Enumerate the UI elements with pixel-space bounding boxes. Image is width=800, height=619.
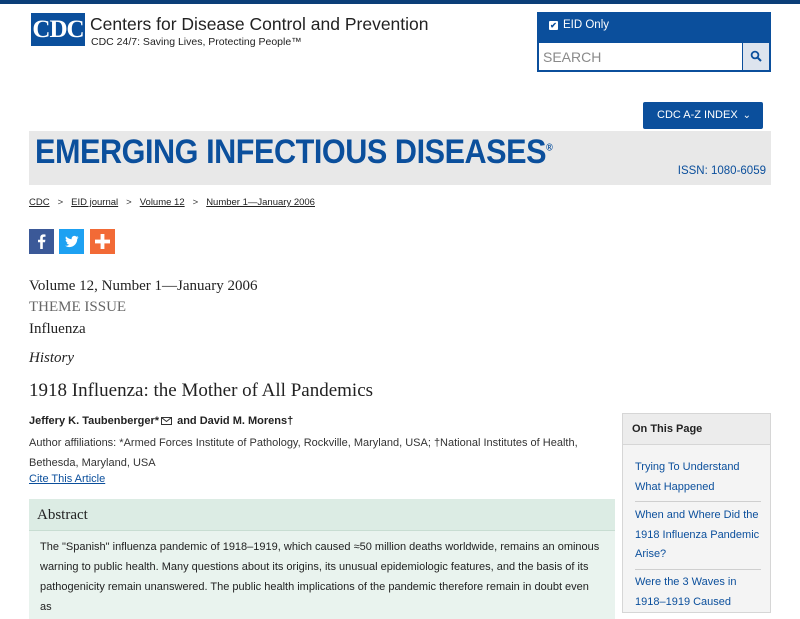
facebook-icon (29, 229, 54, 254)
author-morens: and David M. Morens† (177, 415, 294, 427)
breadcrumb-volume[interactable]: Volume 12 (139, 197, 185, 208)
twitter-share-button[interactable] (59, 229, 84, 254)
breadcrumb-separator: > (57, 197, 64, 208)
registered-mark: ® (546, 142, 553, 154)
plus-icon (90, 229, 115, 254)
authors (29, 415, 293, 427)
on-this-page-link[interactable]: Trying To Understand What Happened (635, 458, 761, 502)
more-share-button[interactable] (90, 229, 115, 254)
journal-title-text: EMERGING INFECTIOUS DISEASES (35, 133, 547, 171)
author-affiliations: Author affiliations: *Armed Forces Institute of Pathology, Rockville, Maryland, USA; †National Institutes of Health, Bethesda, Maryland, USA (29, 437, 578, 469)
on-this-page-heading: On This Page (623, 414, 770, 445)
breadcrumb-separator: > (192, 197, 199, 208)
on-this-page-panel (622, 413, 771, 613)
article-section: History (29, 350, 74, 366)
breadcrumb-separator: > (126, 197, 132, 208)
journal-banner[interactable] (29, 131, 771, 185)
theme-topic: Influenza (29, 321, 86, 337)
eid-only-label[interactable]: EID Only (563, 19, 610, 31)
chevron-down-icon: ⌄ (742, 110, 751, 121)
abstract-text: The "Spanish" influenza pandemic of 1918–1919, which caused ≈50 million deaths worldwide, remains an ominous warning to public health. Many questions about its origins, its unusual epidemiologic features, and the basis of its pathogenicity remain unanswered. The public health implications of the pandemic therefore remain in doubt even as (40, 541, 600, 613)
twitter-icon (59, 229, 84, 254)
eid-only-checkbox[interactable]: ✔ (550, 21, 557, 30)
breadcrumb (29, 197, 315, 208)
search-input[interactable] (539, 43, 742, 70)
cdc-logo[interactable]: CDC (31, 13, 85, 46)
abstract-panel (29, 499, 615, 619)
org-name[interactable]: Centers for Disease Control and Prevention (90, 14, 429, 34)
az-index-button[interactable] (643, 102, 763, 129)
top-bar (0, 0, 800, 4)
article-title: 1918 Influenza: the Mother of All Pandemics (29, 380, 374, 401)
breadcrumb-issue[interactable]: Number 1—January 2006 (206, 197, 315, 208)
abstract-heading: Abstract (29, 499, 615, 531)
volume-line: Volume 12, Number 1—January 2006 (29, 278, 258, 294)
email-icon[interactable] (161, 417, 172, 425)
author-taubenberger: Jeffery K. Taubenberger* (29, 415, 160, 427)
breadcrumb-cdc[interactable]: CDC (29, 197, 50, 208)
on-this-page-link[interactable]: When and Where Did the 1918 Influenza Pandemic Arise? (635, 506, 761, 570)
on-this-page-link[interactable]: Were the 3 Waves in 1918–1919 Caused (635, 576, 737, 608)
tagline: CDC 24/7: Saving Lives, Protecting People™ (91, 36, 302, 48)
breadcrumb-eid-journal[interactable]: EID journal (71, 197, 119, 208)
search-icon (750, 50, 762, 62)
facebook-share-button[interactable] (29, 229, 54, 254)
cite-article-link[interactable]: Cite This Article (29, 473, 106, 485)
journal-title (35, 133, 552, 172)
search-panel (537, 12, 771, 72)
az-index-label: CDC A-Z INDEX (657, 109, 738, 121)
theme-issue-label: THEME ISSUE (29, 299, 127, 315)
issn: ISSN: 1080-6059 (677, 165, 766, 177)
search-button[interactable] (743, 43, 769, 70)
